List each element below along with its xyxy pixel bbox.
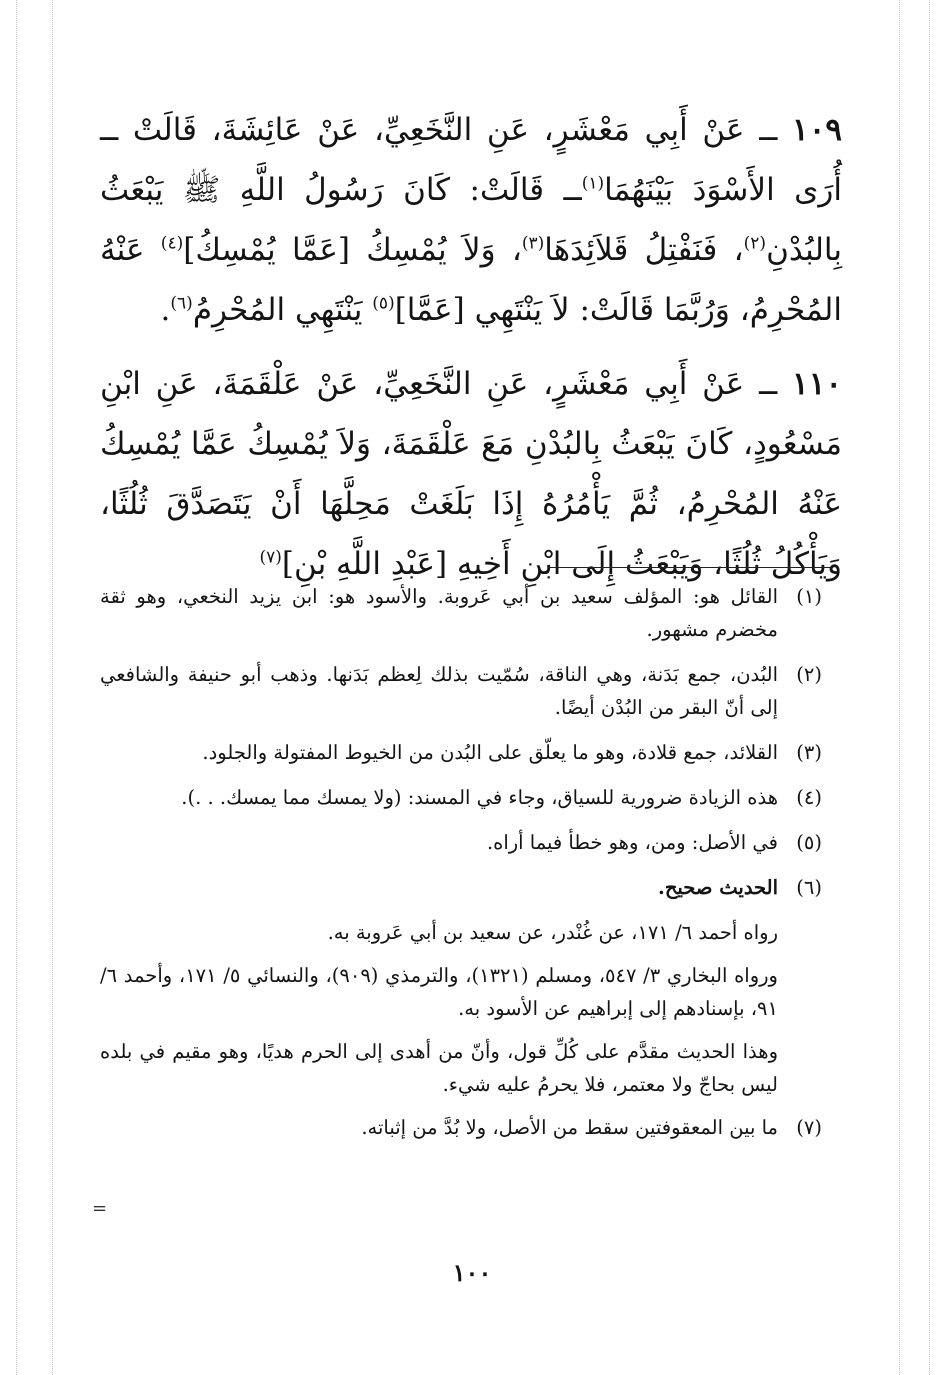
footnotes [100,580,822,1156]
footnote-ref: (٥) [372,293,395,314]
hadith-109: ١٠٩ ــ عَنْ أَبِي مَعْشَرٍ، عَنِ النَّخَعِيِّ، عَنْ عَائِشَةَ، قَالَتْ ــ أُرَى الأَسْوَدَ بَيْنَهُمَا$^{(١)}$ــ قَالَتْ: كَانَ رَسُولُ اللَّهِ ﷺ يَبْعَثُ بِالبُدْنِ$^{(٢)}$، فَنَفْتِلُ قَلاَئِدَهَا$^{(٣)}$، وَلاَ يُمْسِكُ [عَمَّا يُمْسِكُ]$^{(٤)}$ عَنْهُ المُحْرِمُ، وَرُبَّمَا قَالَتْ: لاَ يَنْتَهِي [عَمَّا]$^{(٥)}$ يَنْتَهِي المُحْرِمُ$^{(٦)}$. [100,112,842,328]
footnote-marker: (٣) [796,741,822,764]
footnote-text: الحديث صحيح. [658,876,778,899]
footnote-ref: (٤) [160,233,184,254]
footnote-text: البُدن، جمع بَدَنة، وهي الناقة، سُمّيت بذلك لِعظم بَدَنها. وذهب أبو حنيفة والشافعي إلى أنّ البقر من البُدْن أيضًا. [100,663,778,719]
footnote-text: ما بين المعقوفتين سقط من الأصل، ولا بُدَّ من إثباته. [361,1116,778,1139]
main-text [100,100,842,594]
footnote-marker: (٢) [796,663,822,686]
footnote-3 [100,736,822,769]
footnote-marker: (٦) [796,876,822,899]
footnote-marker: (١) [796,585,822,608]
footnote-text: القائل هو: المؤلف سعيد بن أبي عَروبة. والأسود هو: ابن يزيد النخعي، وهو ثقة مخضرم مشهور. [100,585,778,641]
footnote-ref: (٧) [259,547,282,568]
footnote-2 [100,658,822,724]
scan-edge-line [929,0,930,1375]
footnote-ref: (٢) [743,233,767,254]
scan-edge-line [16,0,17,1375]
footnote-text: هذه الزيادة ضرورية للسياق، وجاء في المسند: (ولا يمسك مما يمسك. . .). [181,786,778,809]
footnote-marker: (٤) [796,786,822,809]
footnote-6 [100,871,822,904]
hadith-110: ١١٠ ــ عَنْ أَبِي مَعْشَرٍ، عَنِ النَّخَعِيِّ، عَنْ عَلْقَمَةَ، عَنِ ابْنِ مَسْعُودٍ، كَانَ يَبْعَثُ بِالبُدْنِ مَعَ عَلْقَمَةَ، وَلاَ يُمْسِكُ عَمَّا يُمْسِكُ عَنْهُ المُحْرِمُ، ثُمَّ يَأْمُرُهُ إِذَا بَلَغَتْ مَحِلَّهَا أَنْ يَتَصَدَّقَ ثُلُثًا، وَيَأْكُلُ ثُلُثًا، وَيَبْعَثُ إِلَى ابْنِ أَخِيهِ [عَبْدِ اللَّهِ بْنِ]$^{(٧)}$ [100,366,842,582]
hadith-number: ١١٠ [792,366,842,402]
continuation-mark: = [92,1198,108,1219]
footnote-5 [100,826,822,859]
footnote-marker: (٧) [796,1116,822,1139]
footnote-4 [100,781,822,814]
takhrij-line: وهذا الحديث مقدَّم على كُلِّ قول، وأنّ من أهدى إلى الحرم هديًا، وهو مقيم في بلده ليس بحاجّ ولا معتمر، فلا يحرمُ عليه شيء. [100,1040,778,1096]
hadith-number: ١٠٩ [792,112,842,148]
footnote-ref: (٦) [170,293,193,314]
footnote-ref: (١) [581,173,605,194]
footnote-separator [548,567,830,568]
footnote-text: في الأصل: ومن، وهو خطأ فيما أراه. [486,831,778,854]
scan-edge-line [899,0,900,1375]
footnote-7 [100,1111,822,1144]
footnote-marker: (٥) [796,831,822,854]
footnote-ref: (٣) [521,233,545,254]
takhrij-line: رواه أحمد ٦/ ١٧١، عن غُنْدر، عن سعيد بن أبي عَروبة به. [327,921,778,944]
takhrij-line: ورواه البخاري ٣/ ٥٤٧، ومسلم (١٣٢١)، والترمذي (٩٠٩)، والنسائي ٥/ ١٧١، وأحمد ٦/ ٩١، بإسنادهم إلى إبراهيم عن الأسود به. [100,964,778,1020]
scan-edge-line [52,0,53,1375]
page-number: ١٠٠ [452,1258,492,1287]
footnote-text: القلائد، جمع قلادة، وهو ما يعلّق على البُدن من الخيوط المفتولة والجلود. [202,741,778,764]
footnote-1 [100,580,822,646]
